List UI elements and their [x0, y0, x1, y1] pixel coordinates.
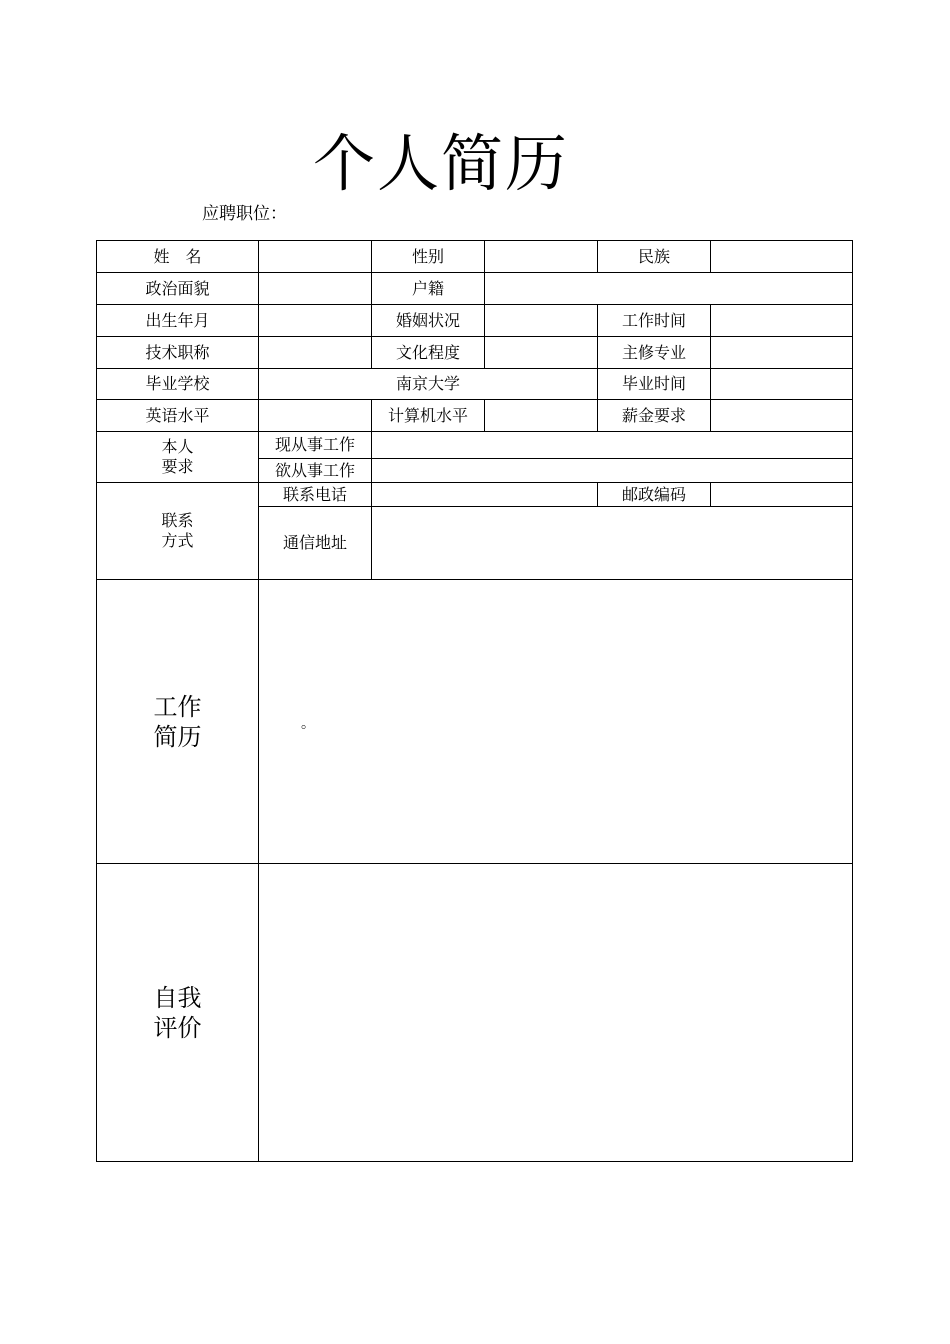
- table-row: [97, 241, 853, 273]
- school-label: 毕业学校: [97, 369, 259, 400]
- technical-title-value[interactable]: [259, 337, 372, 369]
- table-row: [97, 369, 853, 400]
- table-row: [97, 305, 853, 337]
- major-label: 主修专业: [598, 337, 711, 369]
- requirements-label: 本人 要求: [97, 432, 259, 483]
- gender-value[interactable]: [485, 241, 598, 273]
- table-row: [97, 864, 853, 1162]
- self-evaluation-content[interactable]: [259, 864, 853, 1162]
- computer-level-value[interactable]: [485, 400, 598, 432]
- education-value[interactable]: [485, 337, 598, 369]
- technical-title-label: 技术职称: [97, 337, 259, 369]
- work-time-label: 工作时间: [598, 305, 711, 337]
- english-level-value[interactable]: [259, 400, 372, 432]
- marital-status-value[interactable]: [485, 305, 598, 337]
- graduation-time-label: 毕业时间: [598, 369, 711, 400]
- english-level-label: 英语水平: [97, 400, 259, 432]
- name-value[interactable]: [259, 241, 372, 273]
- ethnicity-label: 民族: [598, 241, 711, 273]
- salary-value[interactable]: [711, 400, 853, 432]
- table-row: [97, 337, 853, 369]
- current-job-label: 现从事工作: [259, 432, 372, 459]
- name-label: 姓 名: [97, 241, 259, 273]
- hukou-value[interactable]: [485, 273, 853, 305]
- address-label: 通信地址: [259, 507, 372, 580]
- school-value[interactable]: 南京大学: [259, 369, 598, 400]
- self-evaluation-label: 自我 评价: [97, 864, 259, 1162]
- gender-label: 性别: [372, 241, 485, 273]
- work-history-content[interactable]: [259, 580, 853, 864]
- table-row: [97, 273, 853, 305]
- political-status-label: 政治面貌: [97, 273, 259, 305]
- desired-job-value[interactable]: [372, 459, 853, 483]
- computer-level-label: 计算机水平: [372, 400, 485, 432]
- hukou-label: 户籍: [372, 273, 485, 305]
- work-history-label: 工作 简历: [97, 580, 259, 864]
- political-status-value[interactable]: [259, 273, 372, 305]
- current-job-value[interactable]: [372, 432, 853, 459]
- major-value[interactable]: [711, 337, 853, 369]
- postcode-label: 邮政编码: [598, 483, 711, 507]
- graduation-time-value[interactable]: [711, 369, 853, 400]
- postcode-value[interactable]: [711, 483, 853, 507]
- page-title: 个人简历: [313, 127, 570, 200]
- education-label: 文化程度: [372, 337, 485, 369]
- phone-value[interactable]: [372, 483, 598, 507]
- applied-position-label: 应聘职位：: [202, 204, 287, 224]
- table-row: [97, 432, 853, 459]
- salary-label: 薪金要求: [598, 400, 711, 432]
- work-history-text: 。: [301, 716, 315, 732]
- table-row: [97, 580, 853, 864]
- birth-date-label: 出生年月: [97, 305, 259, 337]
- table-row: [97, 483, 853, 507]
- desired-job-label: 欲从事工作: [259, 459, 372, 483]
- address-value[interactable]: [372, 507, 853, 580]
- work-time-value[interactable]: [711, 305, 853, 337]
- contact-label: 联系 方式: [97, 483, 259, 580]
- birth-date-value[interactable]: [259, 305, 372, 337]
- marital-status-label: 婚姻状况: [372, 305, 485, 337]
- ethnicity-value[interactable]: [711, 241, 853, 273]
- resume-table: [96, 240, 853, 1162]
- table-row: [97, 400, 853, 432]
- phone-label: 联系电话: [259, 483, 372, 507]
